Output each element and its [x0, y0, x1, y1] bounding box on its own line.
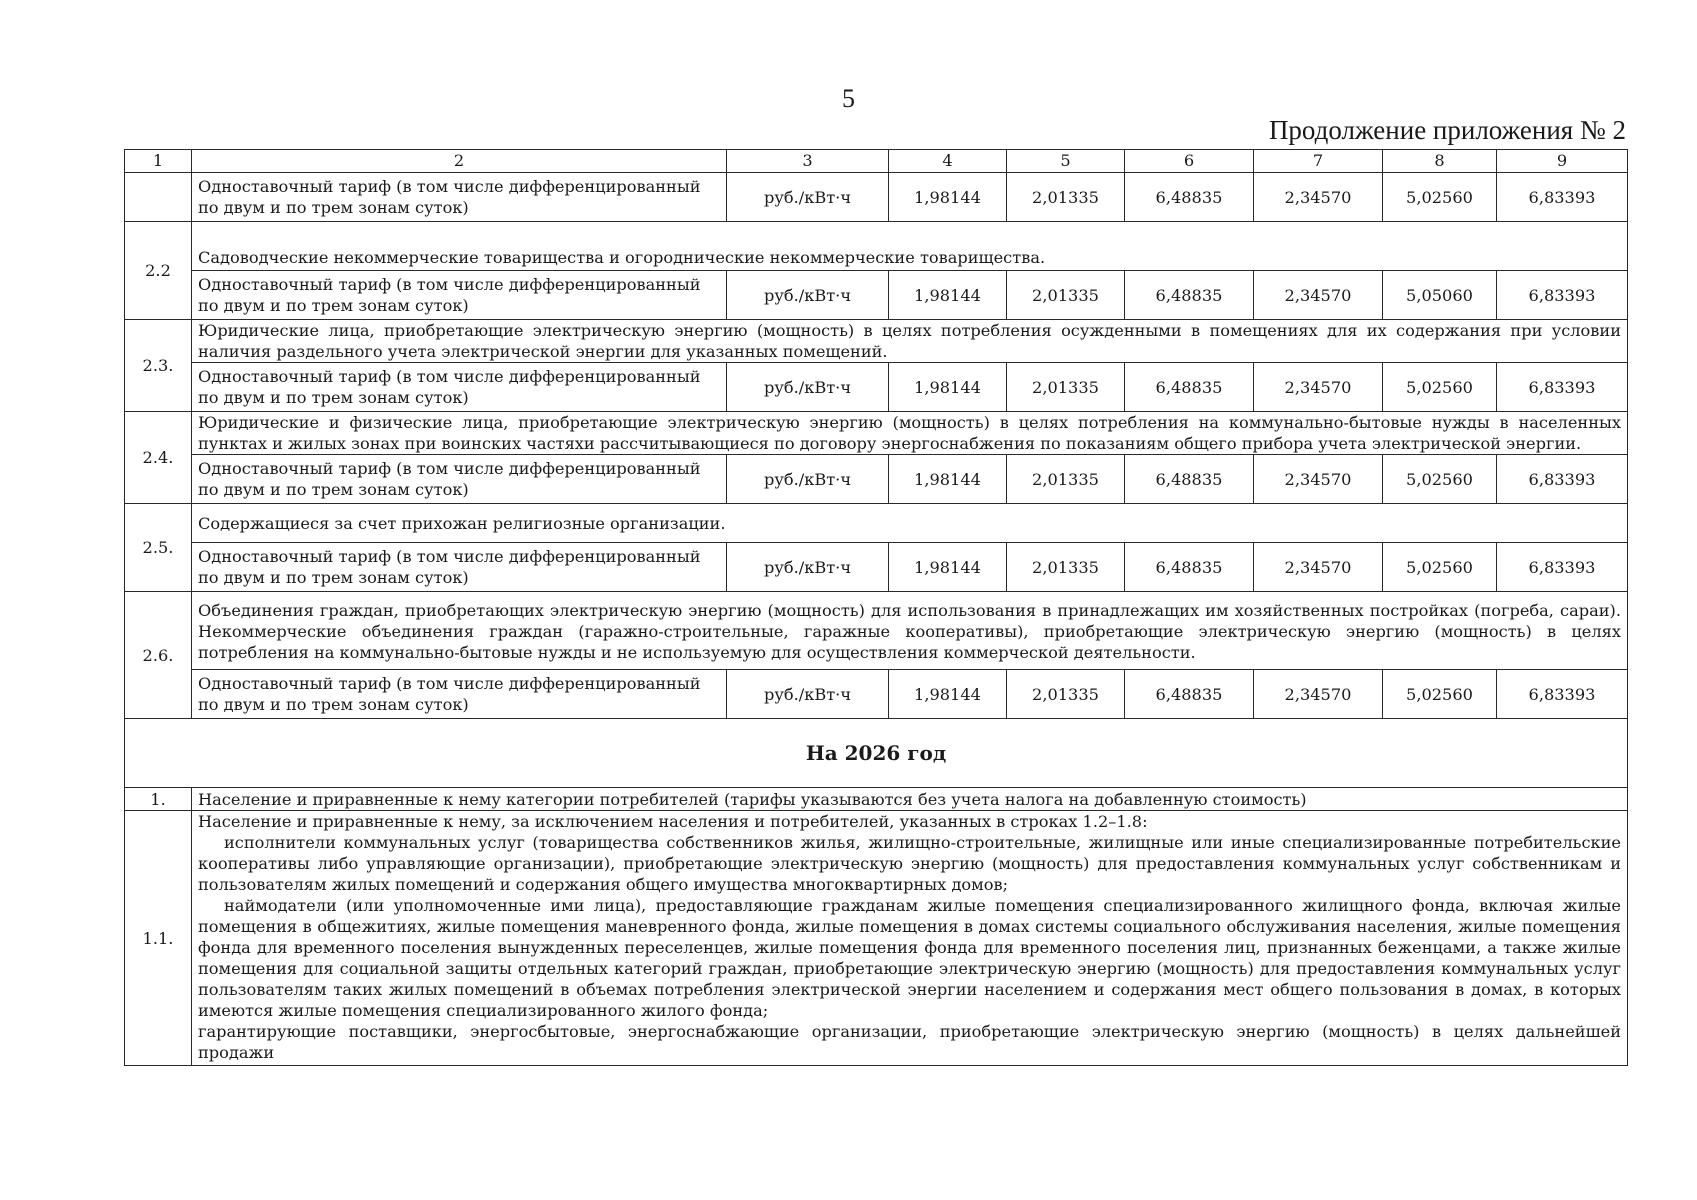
- value-cell: 1,98144: [889, 271, 1007, 320]
- table-row: [125, 592, 1628, 670]
- value-cell: 1,98144: [889, 543, 1007, 592]
- unit-cell: руб./кВт·ч: [727, 173, 889, 222]
- tariff-name: Одноставочный тариф (в том числе дифференцированный по двум и по трем зонам суток): [192, 670, 727, 719]
- value-cell: 6,48835: [1125, 271, 1254, 320]
- tariff-table: [124, 149, 1628, 1066]
- value-cell: 2,01335: [1007, 363, 1125, 412]
- value-cell: 6,48835: [1125, 543, 1254, 592]
- continuation-title: Продолжение приложения № 2: [1268, 115, 1626, 145]
- table-row: [125, 504, 1628, 543]
- row-number: 2.4.: [125, 412, 192, 504]
- value-cell: 2,01335: [1007, 271, 1125, 320]
- value-cell: 6,48835: [1125, 173, 1254, 222]
- value-cell: 5,05060: [1383, 271, 1497, 320]
- year-heading: На 2026 год: [125, 719, 1628, 788]
- row-number: 2.3.: [125, 320, 192, 412]
- tariff-name: Одноставочный тариф (в том числе дифференцированный по двум и по трем зонам суток): [192, 173, 727, 222]
- row-number: 2.5.: [125, 504, 192, 592]
- value-cell: 2,34570: [1254, 271, 1383, 320]
- unit-cell: руб./кВт·ч: [727, 670, 889, 719]
- value-cell: 2,34570: [1254, 670, 1383, 719]
- table-row: [125, 271, 1628, 320]
- value-cell: 5,02560: [1383, 543, 1497, 592]
- header-cell: 5: [1007, 150, 1125, 173]
- value-cell: 5,02560: [1383, 455, 1497, 504]
- header-row: [125, 150, 1628, 173]
- value-cell: 5,02560: [1383, 363, 1497, 412]
- section-body: [192, 811, 1628, 1066]
- value-cell: 6,83393: [1497, 670, 1628, 719]
- value-cell: 6,48835: [1125, 670, 1254, 719]
- table-row: [125, 455, 1628, 504]
- section-title: Население и приравненные к нему категории потребителей (тарифы указываются без учета налога на добавленную стоимость): [192, 788, 1628, 811]
- value-cell: 1,98144: [889, 455, 1007, 504]
- value-cell: 2,01335: [1007, 173, 1125, 222]
- unit-cell: руб./кВт·ч: [727, 543, 889, 592]
- table-row: [125, 412, 1628, 455]
- row-number: 2.2: [125, 222, 192, 320]
- value-cell: 2,34570: [1254, 455, 1383, 504]
- table-row: [125, 363, 1628, 412]
- value-cell: 1,98144: [889, 363, 1007, 412]
- table-row: [125, 222, 1628, 271]
- row-number: 1.: [125, 788, 192, 811]
- header-cell: 3: [727, 150, 889, 173]
- header-cell: 7: [1254, 150, 1383, 173]
- row-number: 2.6.: [125, 592, 192, 719]
- value-cell: 2,01335: [1007, 670, 1125, 719]
- unit-cell: руб./кВт·ч: [727, 455, 889, 504]
- tariff-name: Одноставочный тариф (в том числе дифференцированный по двум и по трем зонам суток): [192, 543, 727, 592]
- paragraph: наймодатели (или уполномоченные ими лица), предоставляющие гражданам жилые помещения специализированного жилищного фонда, включая жилые помещения в общежитиях, жилые помещения маневренного фонда, жилые помещения в домах системы социального обслуживания населения, жилые помещения фонда для временного поселения вынужденных переселенцев, жилые помещения фонда для временного поселения лиц, признанных беженцами, а также жилые помещения для социальной защиты отдельных категорий граждан, приобретающие электрическую энергию (мощность) для предоставления коммунальных услуг пользователям таких жилых помещений в объемах потребления электрической энергии населением и содержания мест общего пользования в домах, в которых имеются жилые помещения специализированного жилого фонда;: [198, 896, 1621, 1020]
- paragraph: исполнители коммунальных услуг (товарищества собственников жилья, жилищно-строительные, жилищные или иные специализированные потребительские кооперативы либо управляющие организации), приобретающие электрическую энергию (мощность) для предоставления коммунальных услуг собственникам и пользователям жилых помещений и содержания общего имущества многоквартирных домов;: [198, 833, 1621, 894]
- value-cell: 6,48835: [1125, 455, 1254, 504]
- header-cell: 1: [125, 150, 192, 173]
- category-description: Садоводческие некоммерческие товарищества и огороднические некоммерческие товарищества.: [192, 222, 1628, 271]
- value-cell: 1,98144: [889, 173, 1007, 222]
- value-cell: 6,83393: [1497, 543, 1628, 592]
- row-number: 1.1.: [125, 811, 192, 1066]
- table-row: [125, 719, 1628, 788]
- value-cell: 2,34570: [1254, 173, 1383, 222]
- value-cell: 6,48835: [1125, 363, 1254, 412]
- table-row: [125, 320, 1628, 363]
- header-cell: 9: [1497, 150, 1628, 173]
- category-description: Содержащиеся за счет прихожан религиозные организации.: [192, 504, 1628, 543]
- header-cell: 8: [1383, 150, 1497, 173]
- page-number: 5: [842, 84, 855, 113]
- paragraph: гарантирующие поставщики, энергосбытовые, энергоснабжающие организации, приобретающие электрическую энергию (мощность) в целях дальнейшей продажи: [198, 1022, 1621, 1062]
- value-cell: 2,34570: [1254, 543, 1383, 592]
- table-row: [125, 670, 1628, 719]
- value-cell: 6,83393: [1497, 455, 1628, 504]
- tariff-name: Одноставочный тариф (в том числе дифференцированный по двум и по трем зонам суток): [192, 363, 727, 412]
- table-row: [125, 788, 1628, 811]
- category-description: Юридические лица, приобретающие электрическую энергию (мощность) в целях потребления осужденными в помещениях для их содержания при условии наличия раздельного учета электрической энергии для указанных помещений.: [192, 320, 1628, 363]
- paragraph: Население и приравненные к нему, за исключением населения и потребителей, указанных в строках 1.2–1.8:: [198, 812, 1148, 831]
- category-description: Юридические и физические лица, приобретающие электрическую энергию (мощность) в целях потребления на коммунально-бытовые нужды в населенных пунктах и жилых зонах при воинских частяхи рассчитывающиеся по договору энергоснабжения по показаниям общего прибора учета электрической энергии.: [192, 412, 1628, 455]
- header-cell: 4: [889, 150, 1007, 173]
- tariff-name: Одноставочный тариф (в том числе дифференцированный по двум и по трем зонам суток): [192, 455, 727, 504]
- value-cell: 6,83393: [1497, 363, 1628, 412]
- value-cell: 2,01335: [1007, 543, 1125, 592]
- value-cell: 1,98144: [889, 670, 1007, 719]
- value-cell: 5,02560: [1383, 670, 1497, 719]
- value-cell: 5,02560: [1383, 173, 1497, 222]
- category-description: Объединения граждан, приобретающих электрическую энергию (мощность) для использования в принадлежащих им хозяйственных постройках (погреба, сараи). Некоммерческие объединения граждан (гаражно-строительные, гаражные кооперативы), приобретающие электрическую энергию (мощность) в целях потребления на коммунально-бытовые нужды и не используемую для осуществления коммерческой деятельности.: [192, 592, 1628, 670]
- table-row: [125, 543, 1628, 592]
- value-cell: 2,34570: [1254, 363, 1383, 412]
- value-cell: 6,83393: [1497, 271, 1628, 320]
- row-number: [125, 173, 192, 222]
- unit-cell: руб./кВт·ч: [727, 271, 889, 320]
- header-cell: 6: [1125, 150, 1254, 173]
- table-row: [125, 811, 1628, 1066]
- value-cell: 2,01335: [1007, 455, 1125, 504]
- tariff-name: Одноставочный тариф (в том числе дифференцированный по двум и по трем зонам суток): [192, 271, 727, 320]
- header-cell: 2: [192, 150, 727, 173]
- value-cell: 6,83393: [1497, 173, 1628, 222]
- unit-cell: руб./кВт·ч: [727, 363, 889, 412]
- table-row: [125, 173, 1628, 222]
